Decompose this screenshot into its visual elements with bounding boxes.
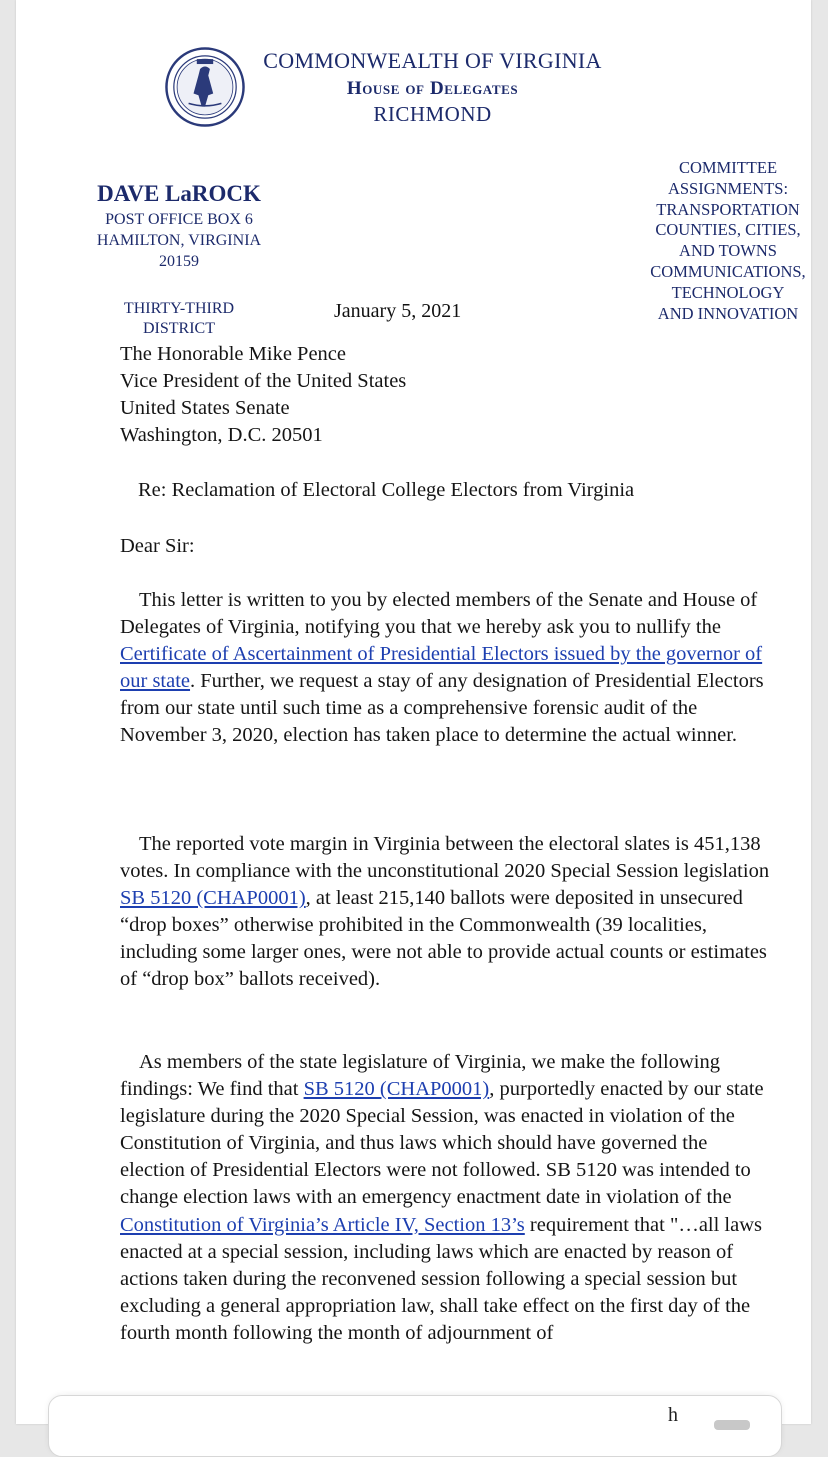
paragraph-2 [120, 831, 770, 994]
paragraph-text: , at least 215,140 ballots were deposited in unsecured “drop boxes” otherwise prohibited in the Commonwealth (39 localities, including some larger ones, were not able to provide actual counts or estimates of “drop box” ballots received). [120, 887, 767, 991]
district-line: DISTRICT [143, 320, 215, 337]
paragraph-text: This letter is written to you by elected members of the Senate and House of Delegates of Virginia, notifying you that we hereby ask you to nullify the [120, 589, 758, 639]
address-line: POST OFFICE BOX 6 [105, 211, 253, 228]
delegate-name: DAVE LaROCK [97, 181, 261, 206]
paragraph-1 [120, 587, 770, 750]
committee-line: TECHNOLOGY [671, 282, 785, 302]
virginia-state-seal-icon [164, 46, 246, 128]
paragraph-text: As members of the state legislature of Virginia, we make the following findings: We find that [120, 1051, 720, 1101]
committee-line: AND TOWNS [679, 241, 777, 261]
address-line: 20159 [159, 253, 199, 270]
committee-line: COMMUNICATIONS, [650, 261, 806, 281]
paragraph-text: , purportedly enacted by our state legislature during the 2020 Special Session, was enacted in violation of the Constitution of Virginia, and thus laws which should have governed the election of Presidential Electors were not followed. SB 5120 was intended to change election laws with an emergency enactment date in violation of the [120, 1078, 764, 1209]
recipient-line: Vice President of the United States [120, 370, 407, 393]
sb5120-link[interactable]: SB 5120 (CHAP0001) [120, 887, 306, 910]
obscured-text: h [668, 1404, 678, 1426]
district-line: THIRTY-THIRD [123, 300, 235, 317]
salutation: Dear Sir: [120, 535, 195, 557]
paragraph-text: . Further, we request a stay of any designation of Presidential Electors from our state until such time as a comprehensive forensic audit of the November 3, 2020, election has taken place to determine the actual winner. [120, 670, 764, 747]
letterhead-city: RICHMOND [373, 102, 492, 126]
committee-assignments [628, 158, 828, 324]
constitution-link[interactable]: Constitution of Virginia’s Article IV, Section 13’s [120, 1213, 525, 1236]
committee-line: COUNTIES, CITIES, [655, 220, 801, 240]
committee-line: ASSIGNMENTS: [667, 178, 789, 198]
toolbar-button[interactable] [714, 1420, 750, 1430]
recipient-line: The Honorable Mike Pence [120, 343, 346, 365]
subject-line: Re: Reclamation of Electoral College Electors from Virginia [138, 479, 635, 501]
committee-line: TRANSPORTATION [656, 199, 800, 219]
recipient-address [120, 341, 770, 449]
address-line: HAMILTON, VIRGINIA [96, 232, 262, 249]
letterhead-title: COMMONWEALTH OF VIRGINIA [263, 48, 602, 73]
paragraph-text: requirement that "…all laws enacted at a special session, including laws which are enacted by reason of actions taken during the reconvened session following a special session but excluding a general appropriation law, shall take effect on the first day of the fourth month following the month of adjournment of [120, 1213, 763, 1344]
sb5120-link[interactable]: SB 5120 (CHAP0001) [303, 1078, 490, 1101]
committee-line: COMMITTEE [678, 158, 778, 177]
recipient-line: United States Senate [120, 397, 290, 420]
certificate-link[interactable]: Certificate of Ascertainment of Presidential Electors issued by the governor of our state [120, 643, 763, 693]
committee-line: AND INNOVATION [657, 303, 799, 323]
paragraph-text: The reported vote margin in Virginia between the electoral slates is 451,138 votes. In compliance with the unconstitutional 2020 Special Session legislation [120, 833, 770, 883]
district-label [64, 299, 294, 339]
letter-page [16, 0, 811, 1424]
letter-date: January 5, 2021 [334, 300, 462, 322]
paragraph-3 [120, 1049, 770, 1387]
letterhead-chamber: House of Delegates [346, 78, 519, 99]
recipient-line: Washington, D.C. 20501 [120, 424, 323, 447]
sender-address [64, 209, 294, 272]
